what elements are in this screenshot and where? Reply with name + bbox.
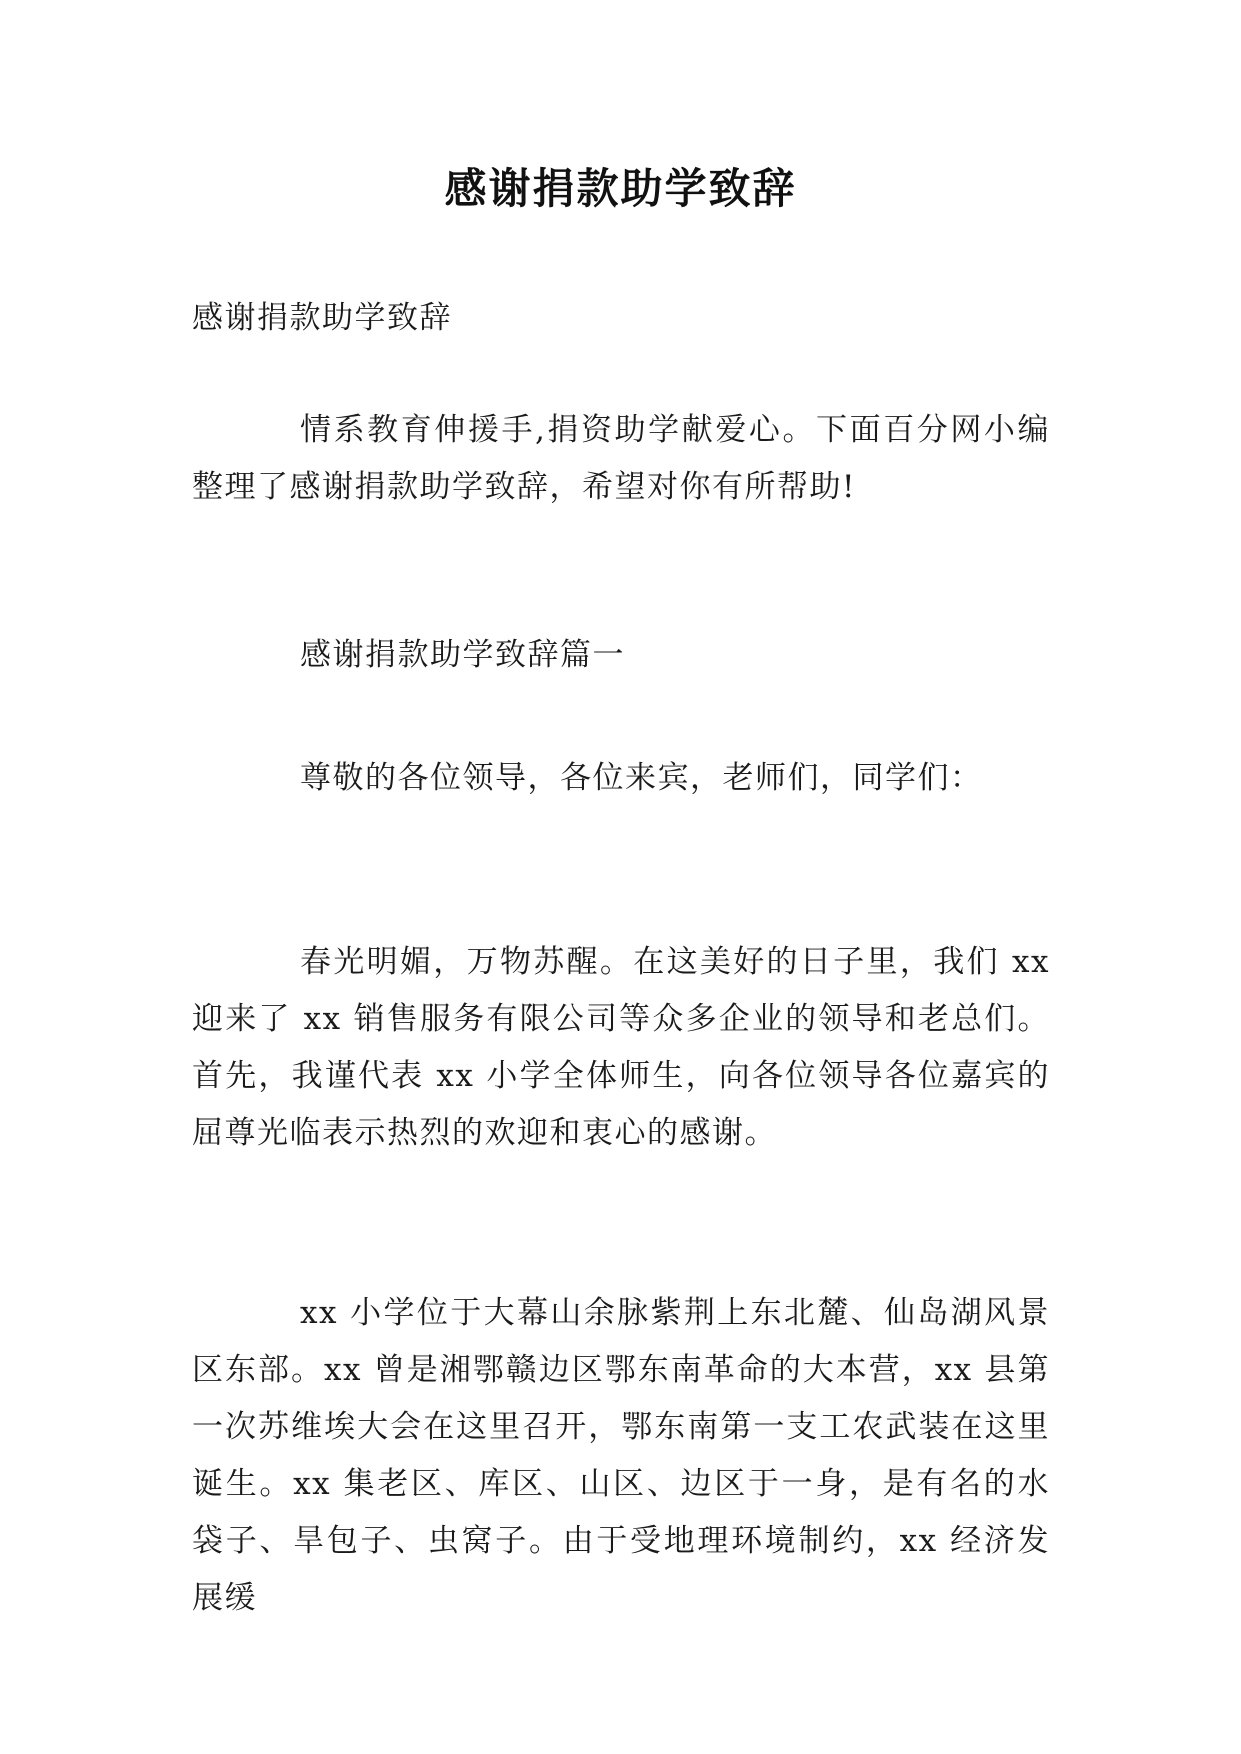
salutation-text: 尊敬的各位领导，各位来宾，老师们，同学们： [300, 760, 983, 796]
paragraph-welcome [192, 934, 1050, 1162]
document-subtitle: 感谢捐款助学致辞 [192, 300, 452, 336]
paragraph-text: xx 小学位于大幕山余脉紫荆上东北麓、仙岛湖风景区东部。xx 曾是湘鄂赣边区鄂东南革命的大本营，xx 县第一次苏维埃大会在这里召开，鄂东南第一支工农武装在这里诞生。xx 集老区、库区、山区、边区于一身，是有名的水袋子、旱包子、虫窝子。由于受地理环境制约，xx 经济发展缓 [192, 1295, 1050, 1616]
paragraph-text: 春光明媚，万物苏醒。在这美好的日子里，我们 xx 迎来了 xx 销售服务有限公司等众多企业的领导和老总们。首先，我谨代表 xx 小学全体师生，向各位领导各位嘉宾的屈尊光临表示热烈的欢迎和衷心的感谢。 [192, 944, 1050, 1151]
document-title: 感谢捐款助学致辞 [444, 164, 797, 213]
paragraph-intro [192, 402, 1050, 516]
paragraph-text: 情系教育伸援手,捐资助学献爱心。下面百分网小编整理了感谢捐款助学致辞，希望对你有所帮助! [192, 412, 1050, 505]
section-heading [192, 627, 1050, 684]
section-heading-text: 感谢捐款助学致辞篇一 [300, 637, 625, 673]
paragraph-school-intro [192, 1285, 1050, 1627]
salutation [192, 750, 1050, 807]
